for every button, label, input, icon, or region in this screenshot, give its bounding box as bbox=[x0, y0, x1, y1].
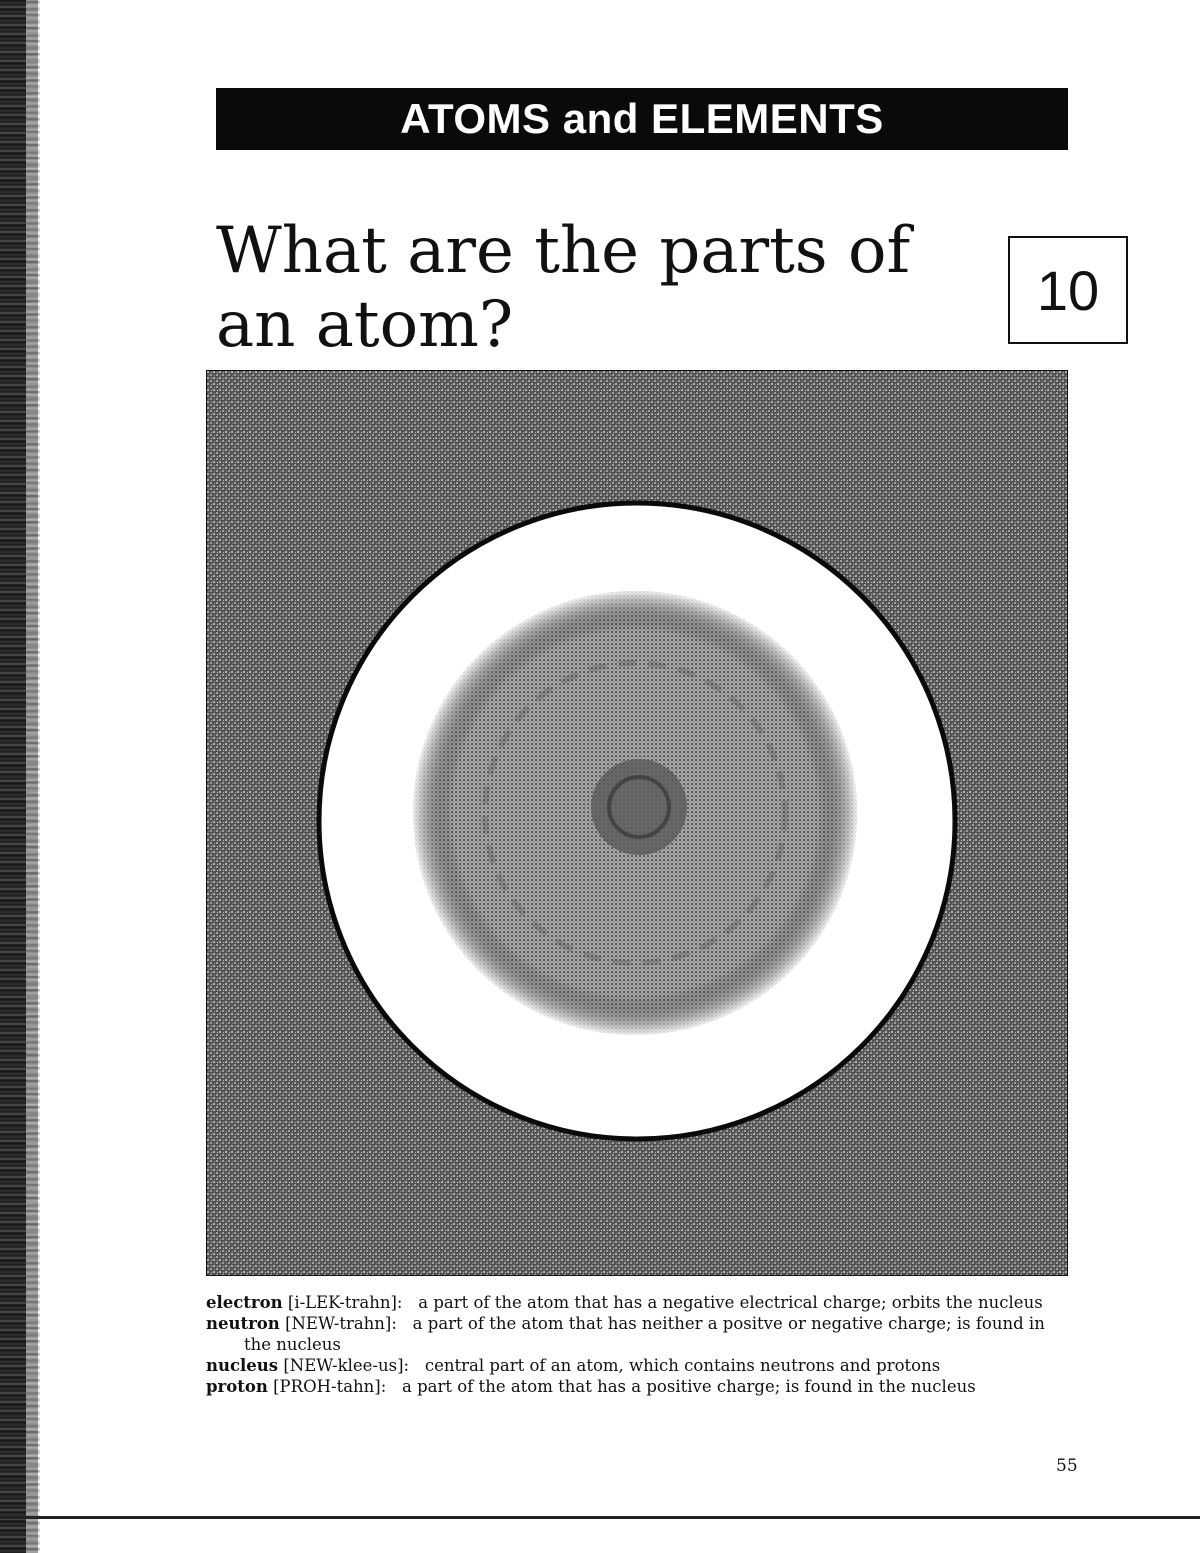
glossary-entry-nucleus bbox=[206, 1355, 1076, 1376]
section-banner-text: ATOMS and ELEMENTS bbox=[400, 95, 884, 142]
glossary-term: electron bbox=[206, 1293, 283, 1312]
glossary-term: nucleus bbox=[206, 1356, 279, 1375]
atom-photo-svg bbox=[207, 371, 1067, 1275]
glossary-term: proton bbox=[206, 1377, 268, 1396]
glossary-pronunciation: [NEW-klee-us]: bbox=[283, 1356, 410, 1375]
glossary-pronunciation: [NEW-trahn]: bbox=[285, 1314, 397, 1333]
glossary-term: neutron bbox=[206, 1314, 280, 1333]
page-title-line-2: an atom? bbox=[216, 288, 514, 362]
glossary-entry-proton bbox=[206, 1376, 1076, 1397]
glossary-definition: a part of the atom that has neither a positve or negative charge; is found in the nucleus bbox=[244, 1314, 1045, 1354]
glossary-definition: a part of the atom that has a positive charge; is found in the nucleus bbox=[402, 1377, 976, 1396]
glossary-pronunciation: [PROH-tahn]: bbox=[273, 1377, 387, 1396]
page-number: 55 bbox=[1056, 1456, 1078, 1476]
glossary bbox=[206, 1292, 1076, 1397]
glossary-pronunciation: [i-LEK-trahn]: bbox=[287, 1293, 403, 1312]
glossary-entry-electron bbox=[206, 1292, 1076, 1313]
binding-edge bbox=[0, 0, 38, 1553]
nucleus bbox=[591, 759, 687, 855]
lesson-number: 10 bbox=[1036, 258, 1100, 322]
lesson-number-box bbox=[1008, 236, 1128, 344]
glossary-definition: central part of an atom, which contains neutrons and protons bbox=[424, 1356, 941, 1375]
atom-illustration bbox=[206, 370, 1068, 1276]
glossary-definition: a part of the atom that has a negative electrical charge; orbits the nucleus bbox=[418, 1293, 1043, 1312]
bottom-rule bbox=[0, 1516, 1200, 1519]
page-title-line-1: What are the parts of bbox=[216, 214, 911, 288]
page-title bbox=[216, 214, 936, 362]
section-banner bbox=[216, 88, 1068, 150]
glossary-entry-neutron bbox=[206, 1313, 1076, 1355]
